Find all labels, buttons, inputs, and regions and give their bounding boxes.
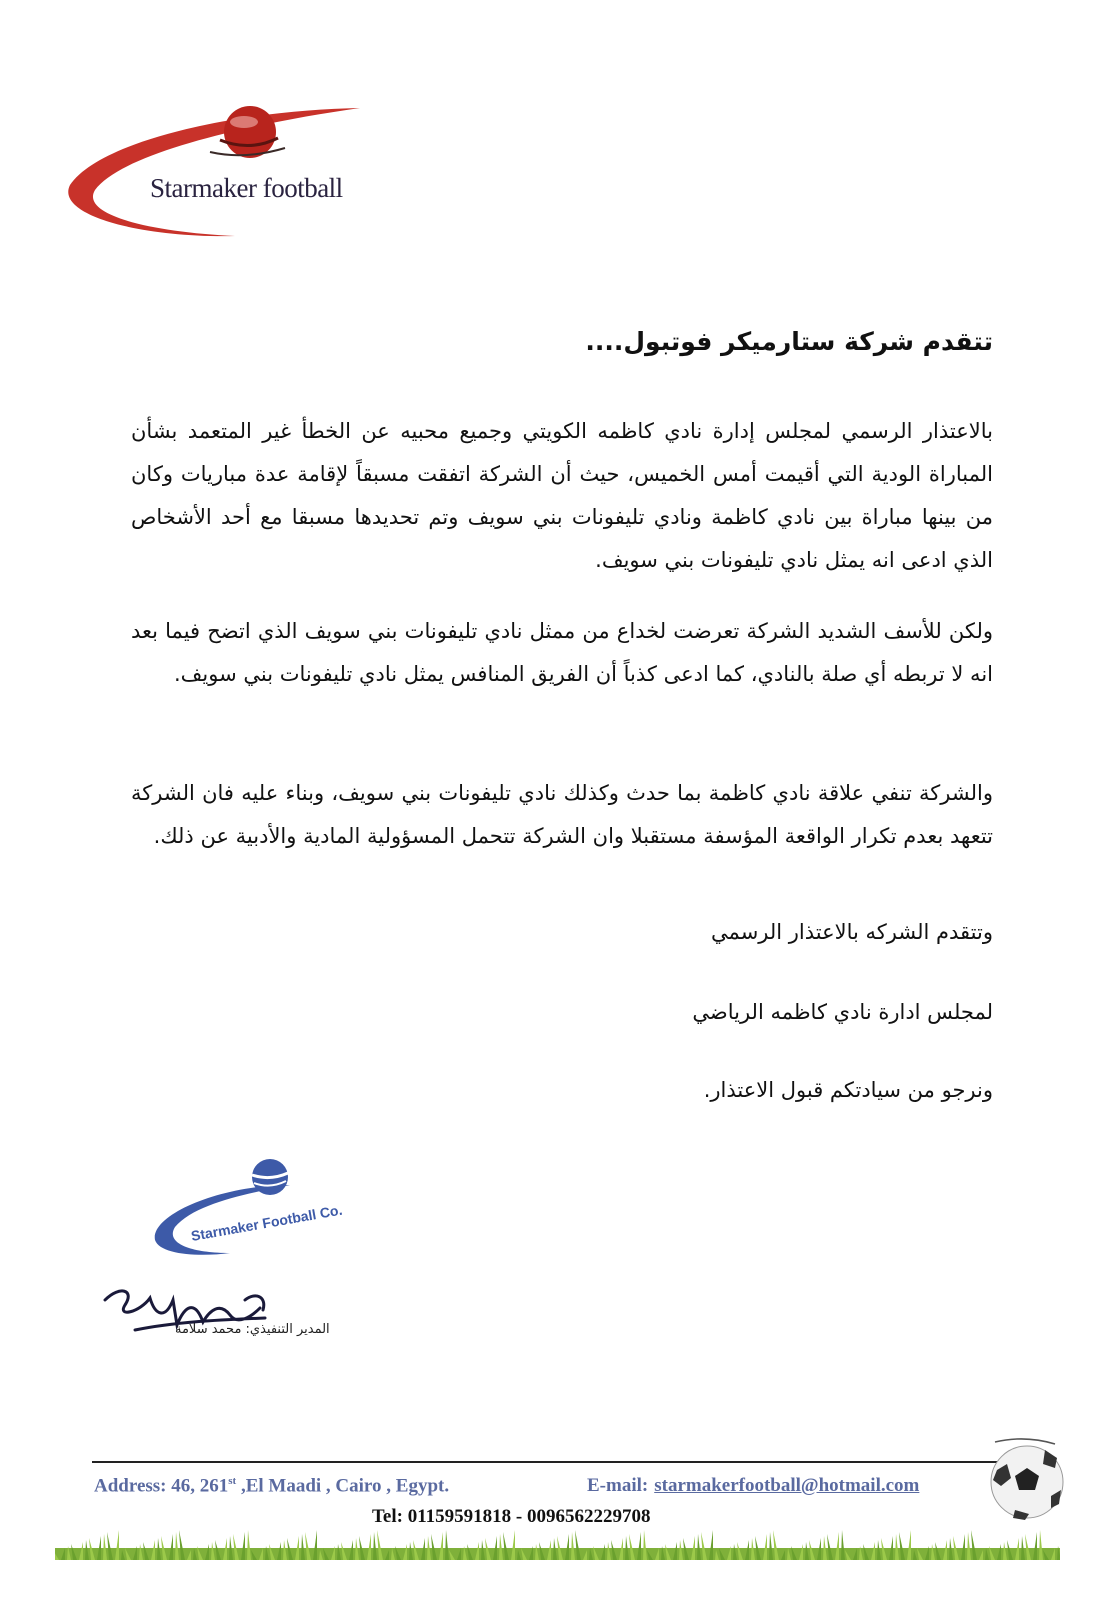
recipient-line: لمجلس ادارة نادي كاظمه الرياضي bbox=[692, 1000, 993, 1024]
logo-text: Starmaker football bbox=[150, 173, 343, 203]
grass-decoration bbox=[55, 1518, 1060, 1560]
stamp-graphic bbox=[140, 1155, 380, 1265]
company-logo bbox=[60, 100, 380, 250]
handwritten-signature bbox=[95, 1270, 285, 1350]
letter-heading: تتقدم شركة ستارميكر فوتبول.... bbox=[585, 327, 993, 356]
footer-address bbox=[94, 1475, 449, 1497]
closing-line: ونرجو من سيادتكم قبول الاعتذار. bbox=[703, 1078, 993, 1102]
company-stamp bbox=[140, 1155, 380, 1265]
email-link[interactable]: starmakerfootball@hotmail.com bbox=[654, 1475, 920, 1496]
footer-email bbox=[587, 1475, 919, 1497]
address-label: Address: 46, 261 bbox=[94, 1475, 229, 1497]
address-rest: ,El Maadi , Cairo , Egypt. bbox=[236, 1475, 450, 1497]
soccer-ball-icon bbox=[985, 1430, 1065, 1540]
letter-paragraph-1: بالاعتذار الرسمي لمجلس إدارة نادي كاظمه الكويتي وجميع محبيه عن الخطأ غير المتعمد بشأن المباراة الودية التي أقيمت أمس الخميس، حيث أن الشركة اتفقت مسبقاً لإقامة عدة مباريات وكان من بينها مباراة بين نادي كاظمة ونادي تليفونات بني سويف وتم تحديدها مسبقا مع أحد الأشخاص الذي ادعى انه يمثل نادي تليفونات بني سويف. bbox=[131, 419, 993, 572]
apology-line: وتتقدم الشركه بالاعتذار الرسمي bbox=[711, 920, 993, 944]
letter-paragraph-3: والشركة تنفي علاقة نادي كاظمة بما حدث وكذلك نادي تليفونات بني سويف، وبناء عليه فان الشركة تتعهد بعدم تكرار الواقعة المؤسفة مستقبلا وان الشركة تتحمل المسؤولية المادية والأدبية عن ذلك. bbox=[131, 781, 993, 848]
letter-paragraph-2: ولكن للأسف الشديد الشركة تعرضت لخداع من ممثل نادي تليفونات بني سويف الذي اتضح فيما بعد انه لا تربطه أي صلة بالنادي، كما ادعى كذباً أن الفريق المنافس يمثل نادي تليفونات بني سويف. bbox=[131, 619, 993, 686]
svg-text:Starmaker Football Co.: Starmaker Football Co. bbox=[189, 1201, 344, 1244]
footer-divider bbox=[92, 1461, 1032, 1463]
address-sup: st bbox=[228, 1475, 237, 1487]
signature-label: المدير التنفيذي: محمد سلامة bbox=[175, 1322, 330, 1337]
footer-telephone: Tel: 01159591818 - 0096562229708 bbox=[372, 1506, 651, 1527]
email-label: E-mail: bbox=[587, 1475, 649, 1496]
